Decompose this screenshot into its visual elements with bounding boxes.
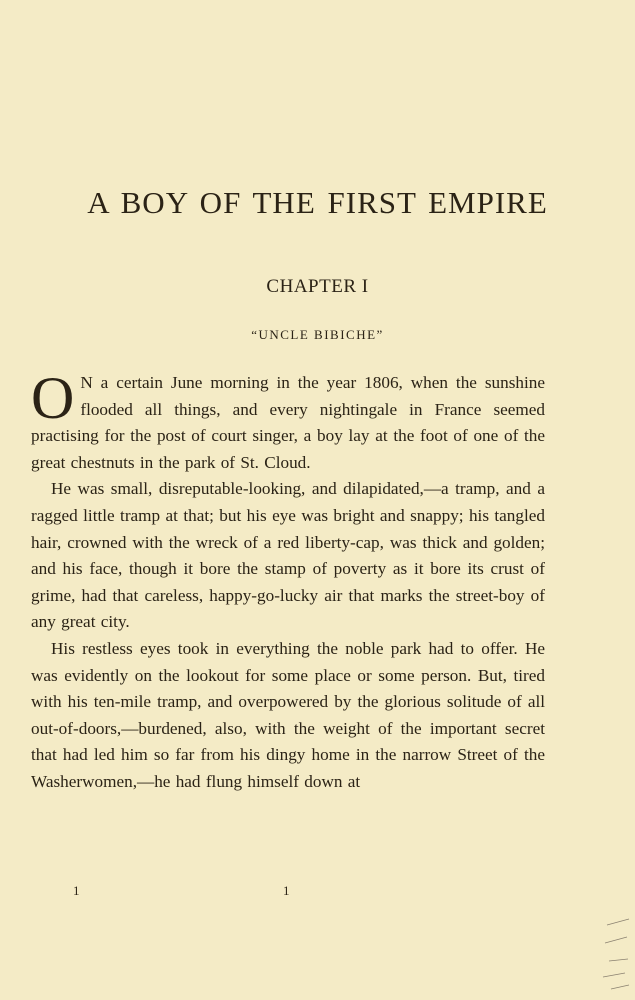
paragraph-2: He was small, disreputable-looking, and dilapidated,—a tramp, and a ragged little tramp at that; but his eye was bright and snappy; his tangled hair, crowned with the wreck of a red liberty-cap, was thick and golden; and his face, though it bore the stamp of poverty as it bore its crust of grime, had that careless, happy-go-lucky air that marks the street-boy of any great city. — [31, 479, 545, 632]
paragraph-3: His restless eyes took in everything the noble park had to offer. He was evidently on the lookout for some place or some person. But, tired with his ten-mile tramp, and overpowered by the glorious solitude of all out-of-doors,—burdened, also, with the weight of the important secret that had led him so far from his dingy home in the narrow Street of the Washerwomen,—he had flung himself down at — [31, 638, 545, 791]
page-edge-marks — [601, 915, 631, 995]
paragraph-1-text: N a certain June morning in the year 1806, when the sunshine flooded all things, and every nightingale in France seemed practising for the post of court singer, a boy lay at the foot of one of the great chestnuts in the park of St. Cloud. — [31, 373, 545, 472]
book-title: A BOY OF THE FIRST EMPIRE — [87, 185, 548, 220]
chapter-heading: CHAPTER I — [266, 276, 369, 297]
signature-mark: 1 — [73, 883, 80, 898]
drop-cap: O — [31, 365, 75, 431]
chapter-subtitle: “UNCLE BIBICHE” — [251, 327, 384, 342]
page-number: 1 — [283, 883, 290, 898]
paragraph-1 — [31, 365, 545, 476]
body-text — [31, 365, 545, 796]
